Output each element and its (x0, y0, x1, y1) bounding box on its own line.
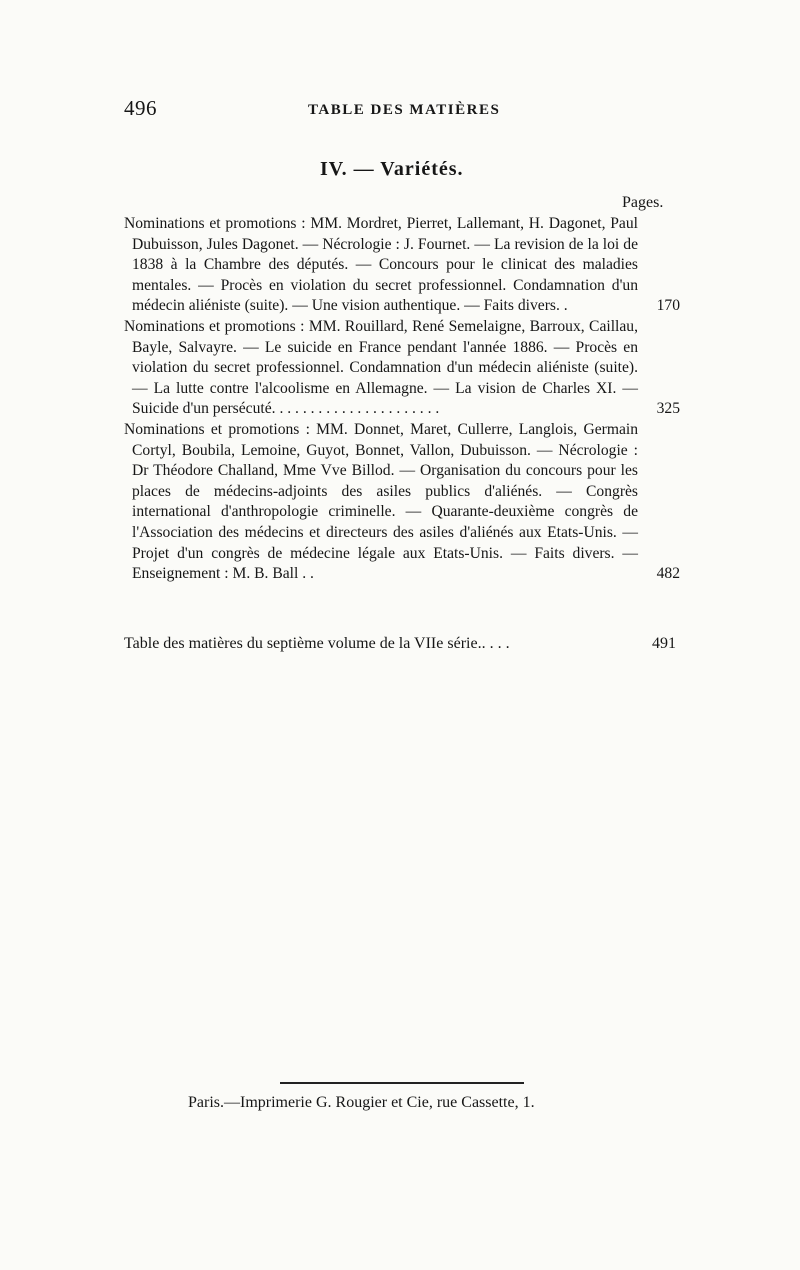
section-title: IV. — Variétés. (320, 158, 464, 180)
printer-imprint: Paris.—Imprimerie G. Rougier et Cie, rue Cassette, 1. (188, 1094, 535, 1111)
entry-2 (124, 317, 684, 420)
entry-text: Nominations et promotions : MM. Rouillard, René Semelaigne, Barroux, Caillau, Bayle, Salvayre. — Le suicide en France pendant l'année 1886. — Procès en violation du secret professionnel. Condamnation d'un médecin aliéniste (suite). — La lutte contre l'alcoolisme en Allemagne. — La vision de Charles XI. — Suicide d'un persécuté. . . . . . . . . . . . . . . . . . . . . . (124, 317, 638, 418)
entry-1 (124, 214, 684, 317)
pages-column-label: Pages. (622, 194, 664, 211)
page-number: 496 (124, 96, 157, 120)
entry-text: Nominations et promotions : MM. Donnet, Maret, Cullerre, Langlois, Germain Cortyl, Boubila, Lemoine, Guyot, Bonnet, Vallon, Dubuisson. — Nécrologie : Dr Théodore Challand, Mme Vve Billod. — Organisation du concours pour les places de médecins-adjoints des asiles publics d'aliénés. — Congrès international d'anthropologie criminelle. — Quarante-deuxième congrès de l'Association des médecins et directeurs des asiles d'aliénés aux Etats-Unis. — Projet d'un congrès de médecine légale aux Etats-Unis. — Faits divers. — Enseignement : M. B. Ball . . (124, 420, 638, 583)
entries-list (124, 214, 684, 585)
table-line-page-number: 491 (652, 635, 676, 652)
table-line-text: Table des matières du septième volume de la VIIe série.. . . . (124, 635, 510, 652)
entry-text: Nominations et promotions : MM. Mordret, Pierret, Lallemant, H. Dagonet, Paul Dubuisson, Jules Dagonet. — Nécrologie : J. Fournet. — La revision de la loi de 1838 à la Chambre des députés. — Concours pour le clinicat des maladies mentales. — Procès en violation du secret professionnel. Condamnation d'un médecin aliéniste (suite). — Une vision authentique. — Faits divers. . (124, 215, 638, 315)
entry-page-number: 482 (656, 565, 680, 583)
table-of-contents-line (124, 635, 680, 653)
divider-rule (280, 1082, 524, 1084)
entry-page-number: 170 (656, 297, 680, 315)
entry-3 (124, 420, 684, 585)
entry-page-number: 325 (656, 400, 680, 418)
running-title: TABLE DES MATIÈRES (308, 102, 501, 118)
